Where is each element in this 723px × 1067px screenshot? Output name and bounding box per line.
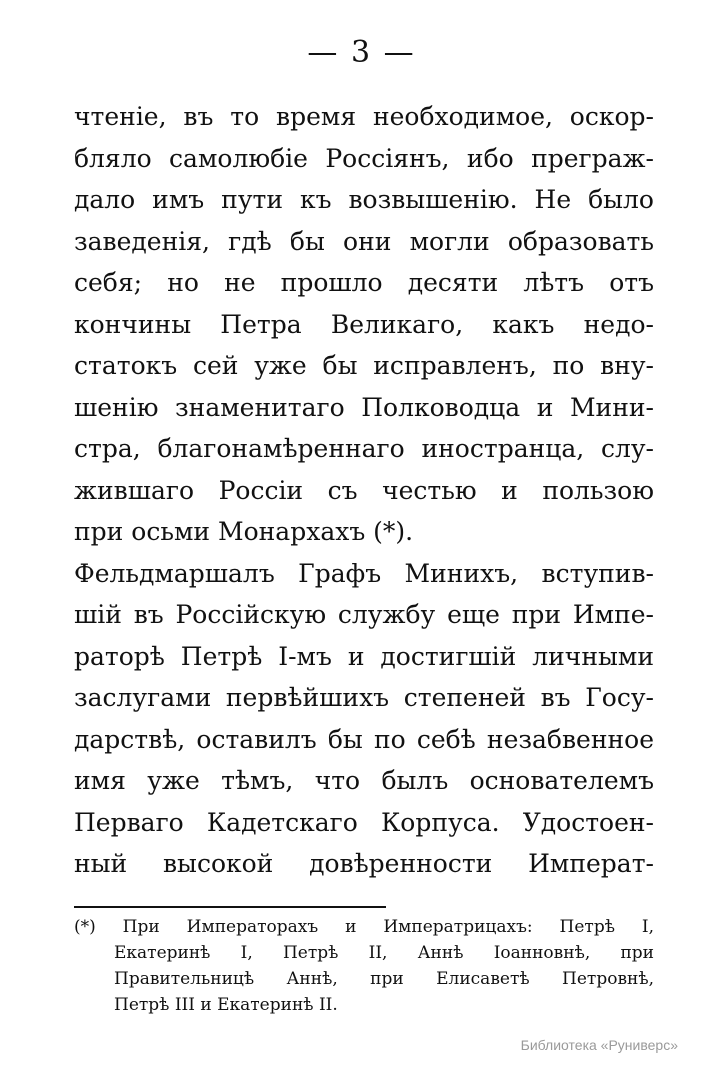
body-text [74,96,654,885]
body-line: имя уже тѣмъ, что былъ основателемъ [74,766,654,795]
body-line: статокъ сей уже бы исправленъ, по вну- [74,351,654,380]
body-line: чтеніе, въ то время необходимое, оскор- [74,102,654,131]
body-line: ный высокой довѣренности Императ- [74,849,654,878]
library-watermark: Библиотека «Руниверс» [520,1037,678,1053]
footnote-line: Петрѣ III и Екатеринѣ II. [114,995,338,1015]
footnote-line: Екатеринѣ I, Петрѣ II, Аннѣ Іоанновнѣ, при [114,943,654,963]
body-line: бляло самолюбіе Россіянъ, ибо преграж- [74,143,654,173]
footnote-divider [74,906,386,908]
body-line: заведенія, гдѣ бы они могли образовать [74,226,654,256]
body-line: Фельдмаршалъ Графъ Минихъ, вступив- [74,558,654,588]
body-line: при осьми Монархахъ (*). [74,517,414,546]
body-line: Перваго Кадетскаго Корпуса. Удостоен- [74,807,654,837]
footnote-line: Правительницѣ Аннѣ, при Елисаветѣ Петровнѣ, [114,969,654,989]
body-line: стра, благонамѣреннаго иностранца, слу- [74,434,654,463]
body-line: раторѣ Петрѣ I-мъ и достигшій личными [74,641,654,671]
footnote-line: (*) При Императорахъ и Императрицахъ: Петрѣ I, [74,917,654,937]
body-line: дало имъ пути къ возвышенію. Не было [74,185,654,214]
body-line: шій въ Россійскую службу еще при Импе- [74,600,654,629]
footnote [74,914,654,1018]
body-line: жившаго Россіи съ честью и пользою [74,475,654,505]
body-line: дарствѣ, оставилъ бы по себѣ незабвенное [74,724,654,754]
body-line: заслугами первѣйшихъ степеней въ Госу- [74,683,654,712]
body-line: себя; но не прошло десяти лѣтъ отъ [74,268,654,297]
body-line: шенію знаменитаго Полководца и Мини- [74,392,654,422]
body-line: кончины Петра Великаго, какъ недо- [74,309,654,339]
page-number: — 3 — [307,35,416,70]
